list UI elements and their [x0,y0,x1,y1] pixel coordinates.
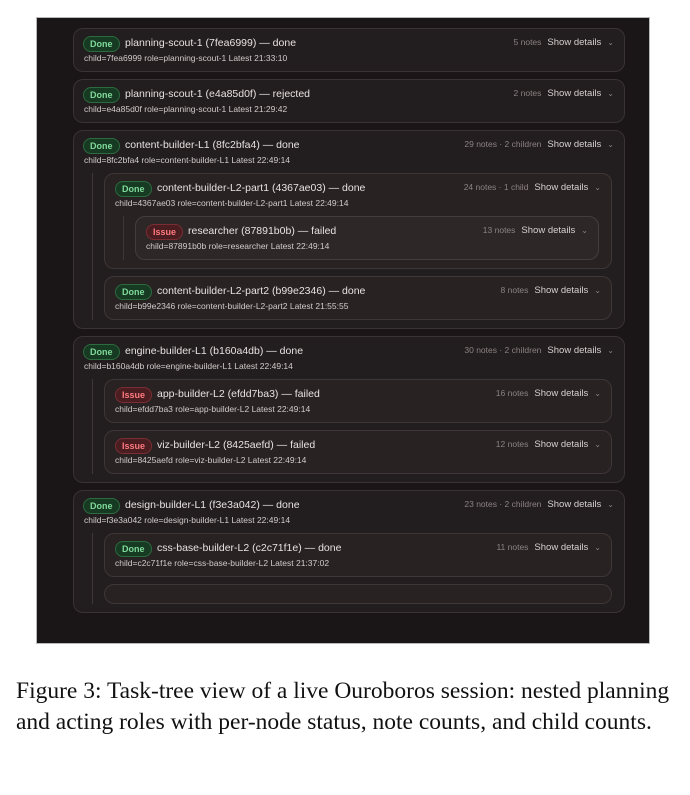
show-details-button[interactable]: Show details [547,37,602,48]
task-meta: child=4367ae03 role=content-builder-L2-part1 Latest 22:49:14 [115,198,349,208]
status-badge: Done [115,284,152,300]
notes-count: 24 notes · 1 child [463,182,529,192]
task-node[interactable] [104,379,612,423]
chevron-down-icon[interactable]: ⌄ [594,440,601,449]
task-summary [483,225,588,236]
task-meta: child=f3e3a042 role=design-builder-L1 Latest 22:49:14 [84,515,291,525]
child-list [74,173,624,328]
task-summary [464,139,614,150]
status-badge: Done [83,36,120,52]
task-node-header[interactable] [105,277,611,301]
chevron-down-icon[interactable]: ⌄ [607,38,614,47]
status-badge: Done [83,498,120,514]
task-meta: child=b160a4db role=engine-builder-L1 Latest 22:49:14 [84,361,293,371]
task-node[interactable] [104,430,612,474]
notes-count: 12 notes [495,439,529,449]
task-summary [514,37,614,48]
task-meta: child=e4a85d0f role=planning-scout-1 Latest 21:29:42 [84,104,288,114]
show-details-button[interactable]: Show details [547,345,602,356]
show-details-button[interactable]: Show details [521,225,576,236]
task-meta: child=b99e2346 role=content-builder-L2-part2 Latest 21:55:55 [115,301,349,311]
task-title: app-builder-L2 (efdd7ba3) — failed [157,388,320,400]
chevron-down-icon[interactable]: ⌄ [594,543,601,552]
task-title: planning-scout-1 (7fea6999) — done [125,37,297,49]
chevron-down-icon[interactable]: ⌄ [594,183,601,192]
notes-count: 2 notes [513,88,542,98]
task-node[interactable] [73,28,625,72]
status-badge: Issue [115,438,152,454]
chevron-down-icon[interactable]: ⌄ [607,346,614,355]
status-badge: Done [83,138,120,154]
show-details-button[interactable]: Show details [547,139,602,150]
notes-count: 16 notes [495,388,529,398]
notes-count: 5 notes [513,37,542,47]
notes-count: 11 notes [496,542,529,552]
task-summary [464,345,614,356]
show-details-button[interactable]: Show details [534,182,589,193]
show-details-button[interactable]: Show details [547,88,602,99]
status-badge: Done [115,541,152,557]
task-node-header[interactable] [74,29,624,53]
task-meta: child=87891b0b role=researcher Latest 22:49:14 [146,241,330,251]
task-meta: child=8425aefd role=viz-builder-L2 Latest 22:49:14 [115,455,307,465]
task-title: design-builder-L1 (f3e3a042) — done [125,499,300,511]
chevron-down-icon[interactable]: ⌄ [607,500,614,509]
show-details-button[interactable]: Show details [547,499,602,510]
task-node-header[interactable] [105,585,611,609]
notes-count: 8 notes [500,285,529,295]
task-meta: child=8fc2bfa4 role=content-builder-L1 Latest 22:49:14 [84,155,291,165]
task-node[interactable] [104,533,612,577]
task-title: researcher (87891b0b) — failed [188,225,337,237]
task-node[interactable] [104,276,612,320]
task-node[interactable] [104,584,612,604]
task-tree [73,28,625,620]
status-badge: Done [115,181,152,197]
child-list [74,533,624,612]
show-details-button[interactable]: Show details [534,285,589,296]
child-list [74,379,624,482]
task-node-header[interactable] [74,491,624,515]
task-title: content-builder-L2-part1 (4367ae03) — done [157,182,366,194]
notes-count: 23 notes · 2 children [464,499,542,509]
task-meta [105,609,611,617]
notes-count: 13 notes [482,225,516,235]
task-node-header[interactable] [105,431,611,455]
task-title: css-base-builder-L2 (c2c71f1e) — done [157,542,342,554]
task-node[interactable] [104,173,612,269]
task-node[interactable] [73,490,625,613]
task-node-header[interactable] [74,337,624,361]
task-meta: child=efdd7ba3 role=app-builder-L2 Latest 22:49:14 [115,404,311,414]
task-node[interactable] [73,79,625,123]
task-summary [514,88,614,99]
notes-count: 30 notes · 2 children [464,345,542,355]
task-summary [496,388,601,399]
task-node-header[interactable] [105,534,611,558]
chevron-down-icon[interactable]: ⌄ [594,286,601,295]
chevron-down-icon[interactable]: ⌄ [607,140,614,149]
task-summary [464,182,601,193]
chevron-down-icon[interactable]: ⌄ [607,89,614,98]
status-badge: Done [83,344,120,360]
task-title: content-builder-L1 (8fc2bfa4) — done [125,139,300,151]
show-details-button[interactable]: Show details [534,388,589,399]
task-meta: child=7fea6999 role=planning-scout-1 Latest 21:33:10 [84,53,288,63]
chevron-down-icon[interactable]: ⌄ [581,226,588,235]
status-badge: Issue [115,387,152,403]
figure-caption: Figure 3: Task-tree view of a live Ouroboros session: nested planning and acting roles with per-node status, note counts, and child counts. [16,678,670,735]
status-badge: Issue [146,224,183,240]
task-node-header[interactable] [105,174,611,198]
task-node[interactable] [73,130,625,329]
task-node[interactable] [73,336,625,483]
show-details-button[interactable]: Show details [534,439,589,450]
child-list [105,216,611,268]
show-details-button[interactable]: Show details [534,542,589,553]
task-meta: child=c2c71f1e role=css-base-builder-L2 Latest 21:37:02 [115,558,330,568]
notes-count: 29 notes · 2 children [464,139,542,149]
task-title: engine-builder-L1 (b160a4db) — done [125,345,304,357]
task-title: viz-builder-L2 (8425aefd) — failed [157,439,316,451]
status-badge: Done [83,87,120,103]
task-node-header[interactable] [74,131,624,155]
task-summary [464,499,614,510]
task-node-header[interactable] [105,380,611,404]
task-summary [496,439,601,450]
task-node-header[interactable] [136,217,598,241]
chevron-down-icon[interactable]: ⌄ [594,389,601,398]
task-tree-screenshot [36,17,650,644]
task-summary [496,542,601,553]
task-summary [501,285,601,296]
task-title: planning-scout-1 (e4a85d0f) — rejected [125,88,311,100]
task-node-header[interactable] [74,80,624,104]
task-node[interactable] [135,216,599,260]
task-title: content-builder-L2-part2 (b99e2346) — done [157,285,366,297]
